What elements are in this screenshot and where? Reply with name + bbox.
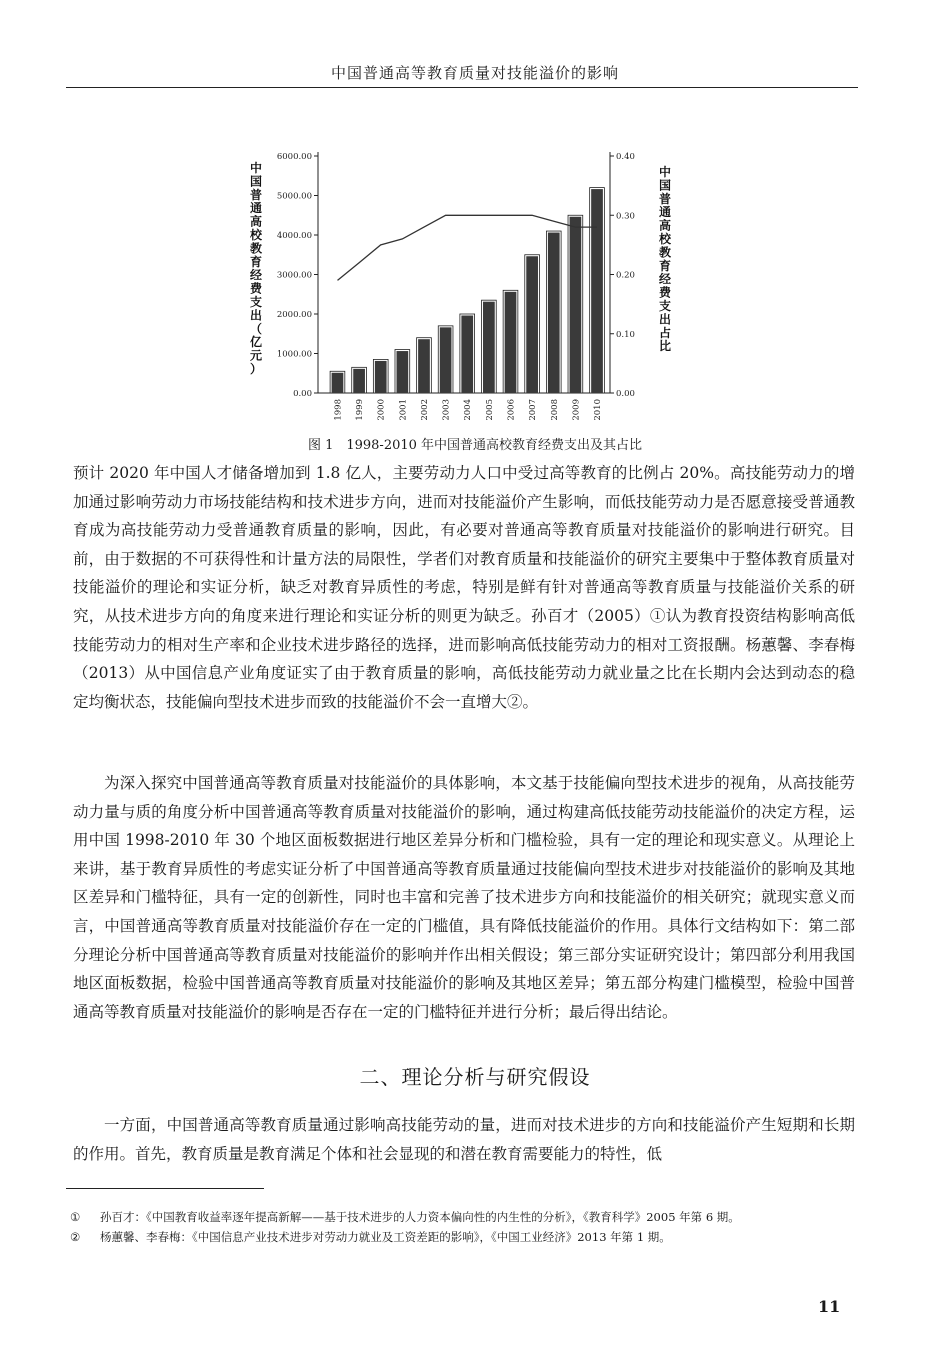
paragraph-2 (73, 769, 855, 1026)
footnote-1 (70, 1209, 870, 1225)
paragraph-3 (73, 1111, 855, 1168)
footnote-rule (66, 1188, 264, 1189)
header-rule (66, 87, 858, 88)
footnote-text: 孙百才：《中国教育收益率逐年提高新解——基于技术进步的人力资本偏向性的内生性的分析》，《教育科学》2005 年第 6 期。 (100, 1210, 740, 1224)
x-tick-label: 1998 (333, 399, 344, 421)
right-tick-label: 0.00 (616, 389, 635, 399)
x-tick-label: 2002 (419, 399, 430, 421)
bar (483, 302, 495, 393)
left-tick-label: 5000.00 (276, 191, 312, 202)
left-tick-label: 6000.00 (276, 152, 312, 162)
right-tick-label: 0.30 (616, 211, 635, 222)
left-tick-label: 0.00 (293, 389, 312, 399)
bar (353, 369, 365, 393)
x-tick-label: 2007 (528, 399, 539, 421)
x-tick-label: 2006 (506, 399, 517, 421)
footnote-text: 杨蕙馨、李春梅：《中国信息产业技术进步对劳动力就业及工资差距的影响》，《中国工业经济》2013 年第 1 期。 (100, 1230, 671, 1244)
bar (591, 189, 603, 393)
bar (375, 361, 387, 393)
left-axis-title: 中国普通高校教育经费支出（亿元） (249, 161, 263, 376)
footnote-mark: ① (70, 1210, 81, 1224)
x-tick-label: 2010 (593, 399, 604, 421)
left-tick-label: 3000.00 (276, 270, 312, 281)
right-axis-title: 中国普通高校教育经费支出占比 (658, 165, 672, 354)
footnote-2 (70, 1229, 870, 1245)
figure-caption: 图 1 1998-2010 年中国普通高校教育经费支出及其占比 (307, 438, 643, 453)
x-tick-label: 2003 (441, 399, 452, 421)
x-tick-label: 2005 (484, 399, 495, 421)
right-tick-label: 0.10 (616, 329, 635, 340)
bar (505, 292, 517, 393)
paragraph-text: 一方面，中国普通高等教育质量通过影响高技能劳动的量，进而对技术进步的方向和技能溢价产生短期和长期的作用。首先，教育质量是教育满足个体和社会显现的和潜在教育需要能力的特性，低 (73, 1116, 855, 1163)
left-tick-label: 4000.00 (276, 231, 312, 241)
paragraph-text: 为深入探究中国普通高等教育质量对技能溢价的具体影响，本文基于技能偏向型技术进步的视角，从高技能劳动力量与质的角度分析中国普通高等教育质量对技能溢价的影响，通过构建高低技能劳动技能溢价的决定方程，运用中国 1998-2010 年 30 个地区面板数据进行地区差异分析和门槛检验，具有一定的理论和现实意义。从理论上来讲，基于教育异质性的考虑实证分析了中国普通高等教育质量通过技能偏向型技术进步对技能溢价的影响及其地区差异和门槛特征，具有一定的创新性，同时也丰富和完善了技术进步方向和技能溢价的相关研究；就现实意义而言，中国普通高等教育质量对技能溢价存在一定的门槛值，具有降低技能溢价的作用。具体行文结构如下：第二部分理论分析中国普通高等教育质量对技能溢价的影响并作出相关假设；第三部分实证研究设计；第四部分利用我国地区面板数据，检验中国普通高等教育质量对技能溢价的影响及其地区差异；第五部分构建门槛模型，检验中国普通高等教育质量对技能溢价的影响是否存在一定的门槛特征并进行分析；最后得出结论。 (73, 774, 855, 1021)
right-tick-label: 0.40 (616, 152, 635, 162)
bar (332, 373, 344, 393)
x-tick-label: 2009 (571, 399, 582, 421)
running-head: 中国普通高等教育质量对技能溢价的影响 (330, 64, 619, 82)
bar (397, 351, 409, 393)
x-tick-label: 1999 (355, 399, 366, 421)
bar (526, 256, 538, 393)
paragraph-1 (73, 459, 855, 716)
bar (440, 327, 452, 393)
footnote-mark: ② (70, 1230, 81, 1244)
right-tick-label: 0.20 (616, 270, 635, 281)
section-heading: 二、理论分析与研究假设 (359, 1065, 591, 1089)
left-tick-label: 2000.00 (276, 310, 312, 320)
bar (548, 233, 560, 393)
x-tick-label: 2001 (398, 399, 409, 421)
left-tick-label: 1000.00 (276, 349, 312, 360)
bar (418, 339, 430, 393)
page-number: 11 (818, 1297, 841, 1316)
x-tick-label: 2004 (463, 399, 474, 421)
x-tick-label: 2000 (376, 399, 387, 421)
figure-1-chart (240, 140, 680, 430)
bar (461, 316, 473, 394)
x-tick-label: 2008 (549, 399, 560, 421)
bar (570, 217, 582, 393)
paragraph-text: 预计 2020 年中国人才储备增加到 1.8 亿人，主要劳动力人口中受过高等教育的比例占 20%。高技能劳动力的增加通过影响劳动力市场技能结构和技术进步方向，进而对技能溢价产生影响，而低技能劳动力是否愿意接受普通教育成为高技能劳动力受普通教育质量的影响，因此，有必要对普通高等教育质量对技能溢价的影响进行研究。目前，由于数据的不可获得性和计量方法的局限性，学者们对教育质量和技能溢价的研究主要集中于整体教育质量对技能溢价的理论和实证分析，缺乏对教育异质性的考虑，特别是鲜有针对普通高等教育质量与技能溢价关系的研究，从技术进步方向的角度来进行理论和实证分析的则更为缺乏。孙百才（2005）①认为教育投资结构影响高低技能劳动力的相对生产率和企业技术进步路径的选择，进而影响高低技能劳动力的相对工资报酬。杨蕙馨、李春梅（2013）从中国信息产业角度证实了由于教育质量的影响，高低技能劳动力就业量之比在长期内会达到动态的稳定均衡状态，技能偏向型技术进步而致的技能溢价不会一直增大②。 (73, 464, 855, 711)
